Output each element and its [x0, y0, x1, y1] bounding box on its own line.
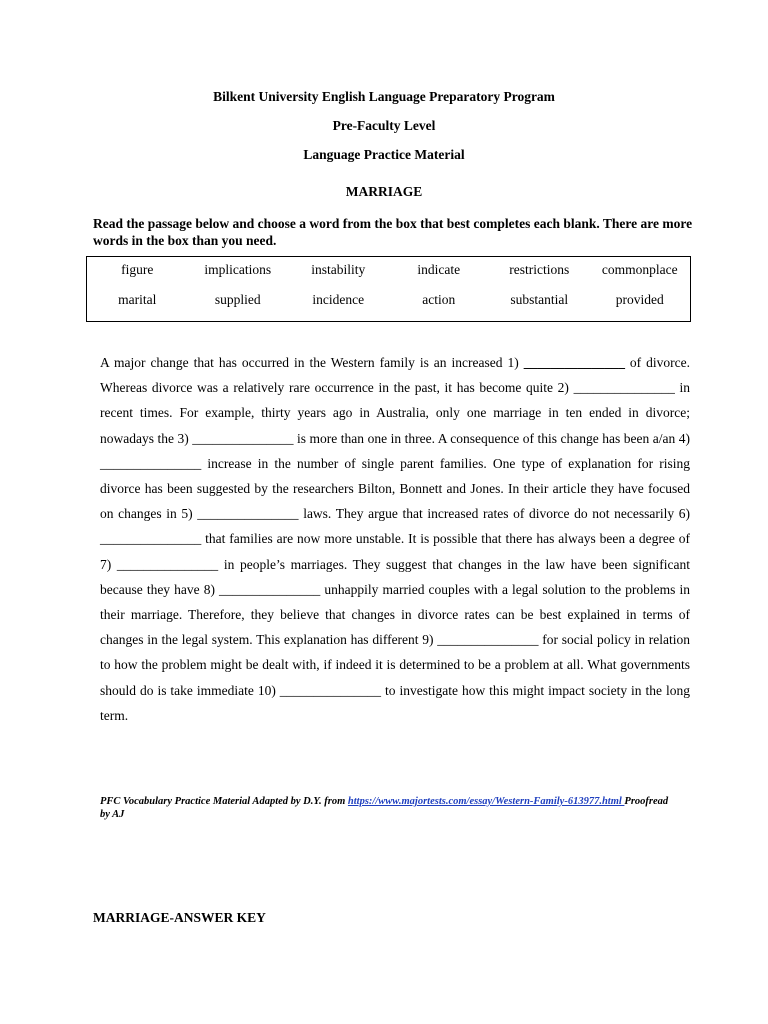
word-box-item: commonplace [601, 262, 678, 277]
word-box-item: provided [615, 292, 664, 307]
credit-suffix: Proofread by AJ [100, 796, 669, 820]
passage-segment: of divorce. Whereas divorce was a relatively rare occurrence in the past, it has become quite 2) _______________ in recent times. For example, thirty years ago in Australia, only one marriage in ten ended in divorce; nowadays the 3) _______________ is more than one in three. A consequence of this change has been a/an 4) _______________ increase in the number of single parent families. One type of explanation for rising divorce has been suggested by the researchers Bilton, Bonnett and Jones. In their article they have focused on changes in 5) _______________ laws. They argue that increased rates of divorce do not necessarily 6) _______________ that families are now more unstable. It is possible that there has always been a degree of 7) _______________ in people’s marriages. They suggest that changes in the law have been significant because they have 8) _______________ unhappily married couples with a legal solution to the problems in their marriage. Therefore, they believe that changes in divorce rates can be best explained in terms of changes in the legal system. This explanation has different 9) _______________ for social policy in relation to how the problem might be dealt with, if indeed it is determined to be a problem at all. What governments should do is take immediate 10) _______________ to investigate how this might impact society in the long term. [100, 355, 690, 723]
instructions-text: Read the passage below and choose a word from the box that best completes each blank. There are more words in the box than you need. [93, 216, 693, 248]
word-box-item: implications [204, 262, 272, 277]
material-title: Language Practice Material [303, 147, 465, 162]
word-box [86, 256, 691, 322]
word-box-item: incidence [312, 292, 365, 307]
word-box-item: substantial [510, 292, 569, 307]
passage-segment: A major change that has occurred in the Western family is an increased 1) [100, 355, 524, 370]
institution-title: Bilkent University English Language Preparatory Program [213, 89, 555, 104]
page-title: MARRIAGE [345, 184, 423, 199]
source-link[interactable]: https://www.majortests.com/essay/Western-Family-613977.html [347, 796, 625, 807]
source-credit [100, 795, 680, 821]
blank-1: _______________ [523, 355, 625, 370]
word-box-item: supplied [214, 292, 261, 307]
word-box-item: marital [118, 292, 157, 307]
passage-text [100, 350, 690, 728]
word-box-item: instability [311, 262, 366, 277]
word-box-row-2 [87, 292, 690, 308]
word-box-item: restrictions [509, 262, 570, 277]
word-box-row-1 [87, 262, 690, 278]
level-title: Pre-Faculty Level [332, 118, 436, 133]
word-box-item: indicate [417, 262, 461, 277]
word-box-item: figure [121, 262, 154, 277]
credit-prefix: PFC Vocabulary Practice Material Adapted by D.Y. from [100, 796, 348, 807]
answer-key-heading: MARRIAGE-ANSWER KEY [93, 910, 266, 925]
word-box-item: action [422, 292, 456, 307]
